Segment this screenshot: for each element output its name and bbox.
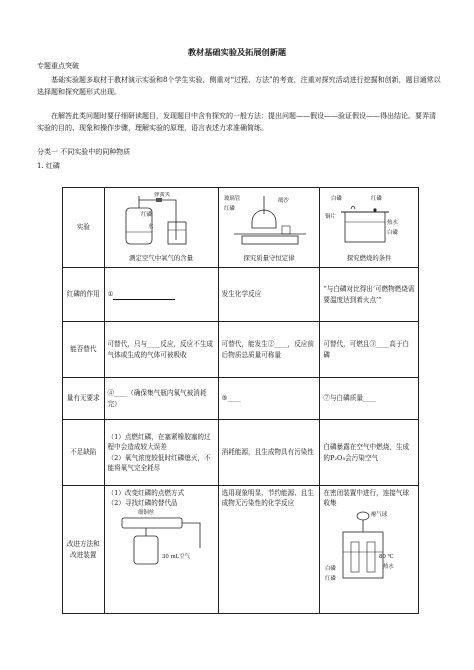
page-title: 教材基础实验及拓展创新题 [187, 47, 287, 57]
table-cell: 可替代，能发生②____，反应前后物质总质量可称量 [218, 322, 320, 378]
fig2-phosphorus-label: 红磷 [223, 205, 235, 212]
table-cell: 发生化学反应 [218, 268, 320, 322]
fig3-white-p2-label: 白磷 [387, 229, 399, 236]
fig1-water-label: 水 [147, 223, 153, 230]
table-row [63, 322, 419, 378]
table-cell: （1）改变红磷的点燃方式 （2）寻找红磷的替代品 细铜丝 30 mL空气 [104, 486, 218, 614]
experiment-caption: 探究质量守恒定律 [243, 254, 295, 262]
fig3-red-p-label: 红磷 [371, 195, 383, 202]
fig3-copper-label: 铜片 [325, 213, 337, 220]
table-row [63, 486, 419, 614]
mass-conservation-figure [222, 192, 314, 250]
item-heading: 1. 红磷 [37, 162, 60, 170]
table-cell: 在密闭装置中进行，连接气球收集 瘪气球 80 ℃ 热水 白磷 红磷 [320, 486, 419, 614]
table-cell: 可替代，可燃且③____高于白磷 [320, 322, 419, 378]
table-cell: 消耗能源，且生成物具有污染性 [218, 420, 320, 486]
table-row [63, 420, 419, 486]
figure-cell [104, 188, 218, 268]
category-line: 分类一 不同实验中的同种物质 [37, 148, 131, 156]
table-cell: 可替代，只与____反应，反应不生成气体或生成的气体可被吸收 [104, 322, 218, 378]
oxygen-measurement-figure [108, 192, 212, 250]
fig3-white-p-label: 白磷 [331, 195, 343, 202]
row-header: 红磷的作用 [63, 268, 105, 322]
row-header: 量有无要求 [63, 378, 105, 420]
figure-cell [218, 188, 320, 268]
table-row [63, 378, 419, 420]
row-header: 不足缺陷 [63, 420, 105, 486]
table-cell: ① [104, 268, 218, 322]
improved-combustion-figure [323, 508, 411, 586]
table-cell: ⑦与白磷质量____ [320, 378, 419, 420]
table-cell: “与白磷对比得出‘可燃物燃烧需要温度达到着火点’” [320, 268, 419, 322]
improved-oxygen-figure [108, 508, 212, 572]
table-cell: ⑤____ [218, 378, 320, 420]
intro-paragraph-2: 在解答此类问题时要仔细研读题目，发现题目中含有探究的一般方法：提出问题——假设——验证假设——得出结论。要弄清实验的目的、现象和操作步骤，理解实验的原理，语言表述力求准确简练。 [37, 112, 436, 133]
table-cell: ④____（确保集气瓶内氧气被消耗完） [104, 378, 218, 420]
fig5-red-p-label: 红磷 [325, 576, 337, 583]
table-row [63, 268, 419, 322]
intro-paragraph-1: 基础实验题多取材于教材演示实验和8个学生实验，侧重对“过程、方法”的考查，注重对探究活动进行挖掘和创新，题目通常以选择题和探究题形式出现。 [37, 76, 441, 97]
fig5-balloon-label: 瘪气球 [371, 512, 388, 519]
fig2-sand-label: 细沙 [277, 197, 289, 204]
section-heading: 专题重点突破 [37, 62, 79, 70]
fig5-white-p-label: 白磷 [325, 566, 337, 573]
fig2-tube-label: 玻璃管 [223, 195, 240, 202]
fig1-phosphorus-label: 红磷 [140, 211, 152, 218]
table-row [63, 188, 419, 268]
fig3-hot-water-label: 热水 [387, 219, 399, 226]
table-cell: （1）点燃红磷，在塞紧橡胶塞的过程中会造成较大误差 （2）氧气浓度较低时红磷熄灭，不能将氧气完全耗尽 [104, 420, 218, 486]
table-cell: 选用现象明显、节约能源、且生成物无污染性的化学反应 [218, 486, 320, 614]
fig4-wire-label: 细铜丝 [137, 510, 154, 517]
experiment-caption: 测定空气中氧气的含量 [129, 254, 194, 262]
figure-cell [320, 188, 419, 268]
fig5-temp-label: 80 ℃ [379, 554, 394, 561]
row-header: 实验 [63, 188, 105, 268]
fig5-hot-water-label: 热水 [383, 564, 395, 571]
combustion-conditions-figure [323, 192, 411, 250]
fig4-air-label: 30 mL空气 [161, 554, 190, 561]
row-header: 改进方法和改进装置 [63, 486, 105, 614]
experiment-caption: 探究燃烧的条件 [346, 254, 392, 262]
experiment-table [62, 187, 419, 614]
fig1-clip-label: 弹簧夹 [153, 191, 170, 198]
row-header: 能否替代 [63, 322, 105, 378]
table-cell: 白磷暴露在空气中燃烧，生成的P₂O₅会污染空气 [320, 420, 419, 486]
